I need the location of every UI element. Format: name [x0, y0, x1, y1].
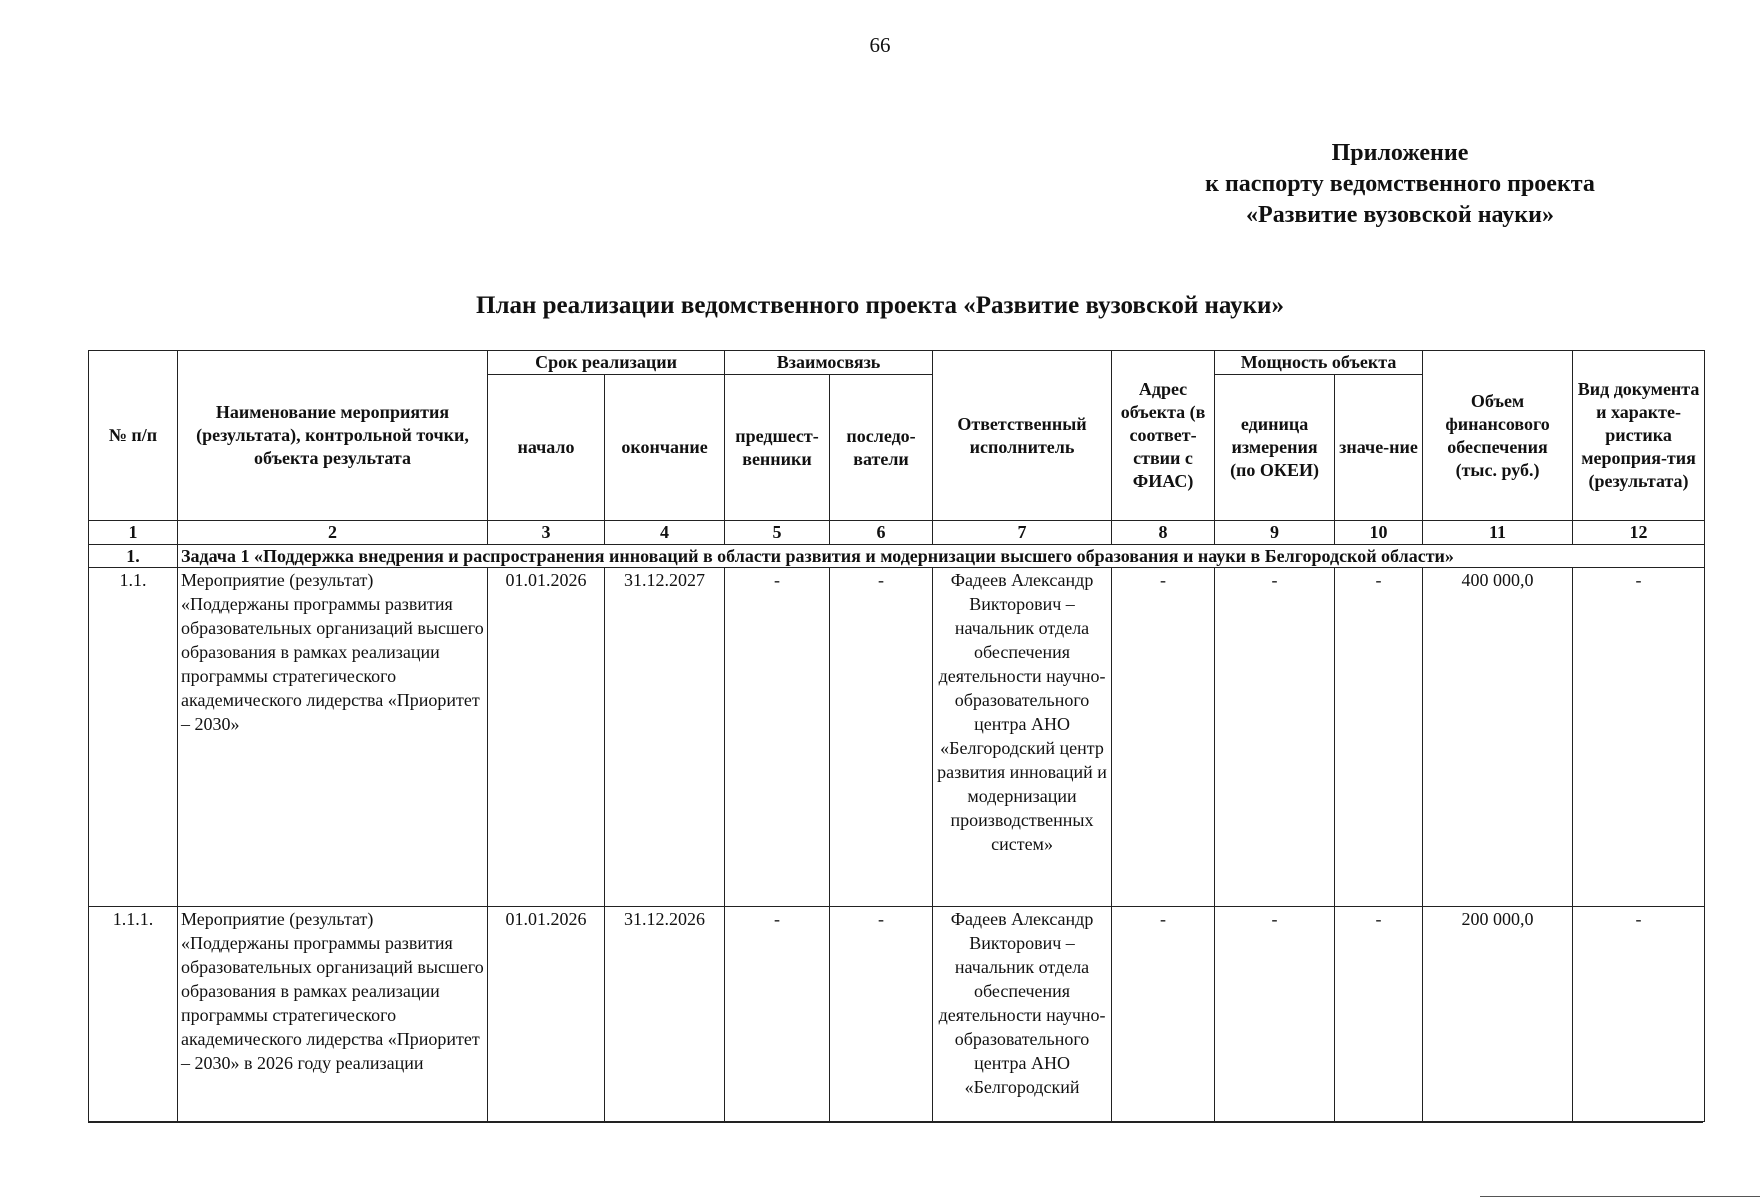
header-start: начало	[488, 375, 605, 521]
column-number: 6	[830, 521, 933, 545]
appendix-line-1: Приложение	[1331, 140, 1469, 166]
row-end: 31.12.2027	[605, 568, 725, 907]
header-successors: последо-ватели	[830, 375, 933, 521]
row-finance: 400 000,0	[1423, 568, 1573, 907]
column-number: 8	[1112, 521, 1215, 545]
row-successors: -	[830, 907, 933, 1122]
column-number: 4	[605, 521, 725, 545]
header-value: значе-ние	[1335, 375, 1423, 521]
row-address: -	[1112, 907, 1215, 1122]
row-successors: -	[830, 568, 933, 907]
row-predecessors: -	[725, 568, 830, 907]
column-number: 1	[89, 521, 178, 545]
column-number: 10	[1335, 521, 1423, 545]
row-value: -	[1335, 568, 1423, 907]
row-value: -	[1335, 907, 1423, 1122]
row-doc: -	[1573, 907, 1705, 1122]
row-unit: -	[1215, 907, 1335, 1122]
row-name: Мероприятие (результат) «Поддержаны программы развития образовательных организаций высшего образования в рамках реализации программы стратегического академического лидерства «Приоритет – 2030» в 2026 году реализации	[178, 907, 488, 1122]
row-finance: 200 000,0	[1423, 907, 1573, 1122]
row-num: 1.1.1.	[89, 907, 178, 1122]
row-end: 31.12.2026	[605, 907, 725, 1122]
header-predecessors: предшест-венники	[725, 375, 830, 521]
appendix-line-3: «Развитие вузовской науки»	[1246, 202, 1554, 228]
plan-title: План реализации ведомственного проекта «Развитие вузовской науки»	[476, 292, 1284, 319]
row-name: Мероприятие (результат) «Поддержаны программы развития образовательных организаций высшего образования в рамках реализации программы стратегического академического лидерства «Приоритет – 2030»	[178, 568, 488, 907]
row-responsible: Фадеев Александр Викторович – начальник отдела обеспечения деятельности научно-образовательного центра АНО «Белгородский	[933, 907, 1112, 1122]
row-num: 1.1.	[89, 568, 178, 907]
column-number: 11	[1423, 521, 1573, 545]
row-unit: -	[1215, 568, 1335, 907]
header-finance: Объем финансового обеспечения (тыс. руб.)	[1423, 351, 1573, 521]
column-number: 7	[933, 521, 1112, 545]
column-number: 9	[1215, 521, 1335, 545]
table-row	[89, 568, 1705, 907]
header-address: Адрес объекта (в соответ-ствии с ФИАС)	[1112, 351, 1215, 521]
row-predecessors: -	[725, 907, 830, 1122]
implementation-plan-table	[88, 350, 1705, 1122]
header-end: окончание	[605, 375, 725, 521]
column-number: 3	[488, 521, 605, 545]
row-start: 01.01.2026	[488, 568, 605, 907]
header-num: № п/п	[89, 351, 178, 521]
row-doc: -	[1573, 568, 1705, 907]
page-number: 66	[869, 33, 891, 57]
scan-artifact-line	[1480, 1196, 1760, 1197]
header-link-group: Взаимосвязь	[725, 351, 933, 375]
header-responsible: Ответственный исполнитель	[933, 351, 1112, 521]
appendix-heading	[1150, 138, 1650, 231]
task-row	[89, 545, 1705, 568]
row-responsible: Фадеев Александр Викторович – начальник отдела обеспечения деятельности научно-образовательного центра АНО «Белгородский центр развития инноваций и модернизации производственных систем»	[933, 568, 1112, 907]
row-address: -	[1112, 568, 1215, 907]
column-number: 12	[1573, 521, 1705, 545]
task-num: 1.	[89, 545, 178, 568]
header-term-group: Срок реализации	[488, 351, 725, 375]
table-bottom-border	[88, 1122, 1703, 1123]
table-row	[89, 907, 1705, 1122]
column-number: 5	[725, 521, 830, 545]
page-bottom-margin	[86, 1124, 1708, 1200]
header-capacity-group: Мощность объекта	[1215, 351, 1423, 375]
row-start: 01.01.2026	[488, 907, 605, 1122]
header-name: Наименование мероприятия (результата), контрольной точки, объекта результата	[178, 351, 488, 521]
appendix-line-2: к паспорту ведомственного проекта	[1205, 171, 1595, 197]
header-unit: единица измерения (по ОКЕИ)	[1215, 375, 1335, 521]
header-doc: Вид документа и характе-ристика мероприя-тия (результата)	[1573, 351, 1705, 521]
column-number: 2	[178, 521, 488, 545]
task-text: Задача 1 «Поддержка внедрения и распространения инноваций в области развития и модернизации высшего образования и науки в Белгородской области»	[178, 545, 1705, 568]
